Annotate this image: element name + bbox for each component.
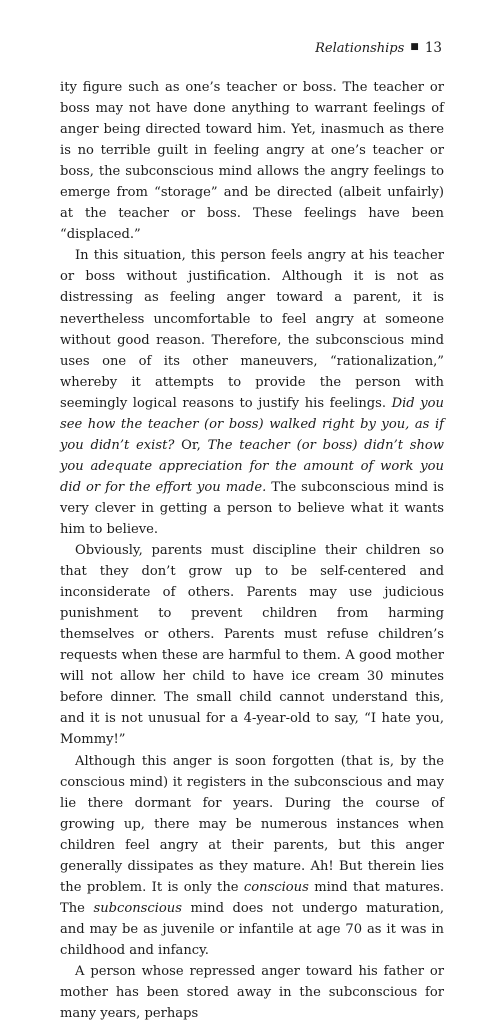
- text-segment: ity figure such as one’s teacher or boss. The teacher or boss may not have done anything to warrant feelings of anger being directed toward him. Yet, inasmuch as there is no terrible guilt in feeling angry at one’s teacher or boss, the subconscious mind allows the angry feelings to emerge from “storage” and be directed (albeit unfairly) at the teacher or boss. These feelings have been “displaced.”: [60, 80, 444, 243]
- text-segment: Although this anger is soon forgotten (that is, by the conscious mind) it registers in the subconscious and may lie there dormant for years. During the course of growing up, there may be numerous instances when children feel angry at their parents, but this anger generally dissipates as they mature. Ah! But therein lies the problem. It is only the: [60, 753, 444, 895]
- separator-square-icon: ■: [410, 42, 419, 52]
- text-segment: Or,: [174, 437, 208, 453]
- text-segment: In this situation, this person feels angry at his teacher or boss without justification. Although it is not as distressing as feeling anger toward a parent, it is nevertheless uncomfortable to feel angry at someone without good reason. Therefore, the subconscious mind uses one of its other maneuvers, “rationalization,” whereby it attempts to provide the person with seemingly logical reasons to justify his feelings.: [60, 248, 444, 411]
- text-segment: Obviously, parents must discipline their children so that they don’t grow up to be self-centered and inconsiderate of others. Parents may use judicious punishment to prevent children from harming themselves or others. Parents must refuse children’s requests when these are harmful to them. A good mother will not allow her child to have ice cream 30 minutes before dinner. The small child cannot understand this, and it is not unusual for a 4-year-old to say, “I hate you, Mommy!”: [60, 543, 444, 748]
- italic-text: Did you see how the teacher (or boss) walked right by you, as if you didn’t exist?: [60, 395, 444, 453]
- text-segment: mind that matures. The: [60, 879, 444, 916]
- paragraph: [60, 245, 444, 540]
- paragraph: [60, 961, 444, 1024]
- section-title: Relationships: [315, 40, 405, 56]
- paragraph: [60, 77, 444, 245]
- italic-text: subconscious: [93, 900, 182, 916]
- italic-text: conscious: [243, 879, 309, 895]
- text-segment: A person whose repressed anger toward his father or mother has been stored away in the subconscious for many years, perhaps: [60, 963, 444, 1022]
- body-text: [60, 77, 444, 1024]
- page-number: 13: [424, 40, 442, 56]
- text-segment: mind does not undergo maturation, and may be as juvenile or infantile at age 70 as it was in childhood and infancy.: [60, 900, 444, 958]
- paragraph: [60, 540, 444, 750]
- text-segment: The subconscious mind is very clever in getting a person to believe what it wants him to believe.: [60, 479, 444, 537]
- paragraph: [60, 751, 444, 961]
- italic-text: The teacher (or boss) didn’t show you adequate appreciation for the amount of work you did or for the effort you made.: [60, 437, 444, 495]
- running-head: [315, 40, 442, 56]
